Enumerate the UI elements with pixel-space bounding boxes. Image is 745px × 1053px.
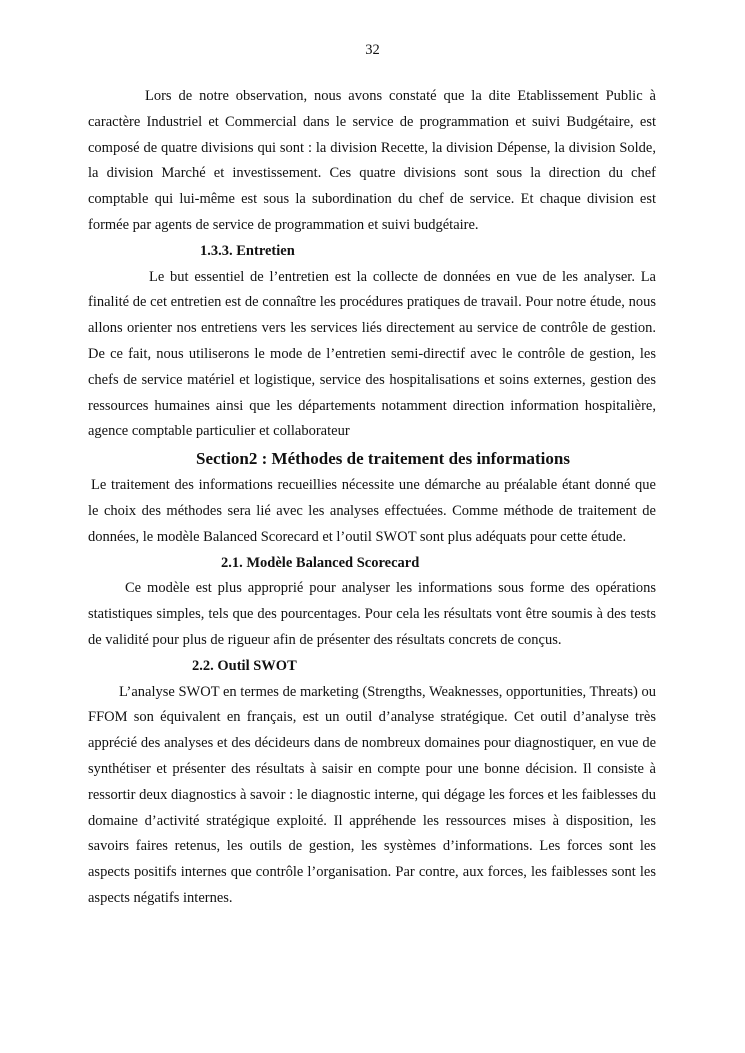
paragraph-traitement: Le traitement des informations recueillies nécessite une démarche au préalable étant donné que le choix des méthodes sera lié avec les analyses effectuées. Comme méthode de traitement de données, le modèle Balanced Scorecard et l’outil SWOT sont plus adéquats pour cette étude.	[88, 477, 656, 545]
heading-balanced-scorecard: 2.1. Modèle Balanced Scorecard	[221, 554, 420, 571]
page-number: 32	[365, 42, 380, 58]
paragraph-entretien: Le but essentiel de l’entretien est la collecte de données en vue de les analyser. La finalité de cet entretien est de connaître les procédures pratiques de travail. Pour notre étude, nous allons orienter nos entretiens vers les services liés directement au service de contrôle de gestion. De ce fait, nous utiliserons le mode de l’entretien semi-directif avec le contrôle de gestion, les chefs de service matériel et logistique, service des hospitalisations et soins externes, gestion des ressources humaines ainsi que les départements notamment direction information hospitalière, agence comptable particulier et collaborateur	[88, 268, 656, 440]
paragraph-observation: Lors de notre observation, nous avons constaté que la dite Etablissement Public à caractère Industriel et Commercial dans le service de programmation et suivi Budgétaire, est composé de quatre divisions qui sont : la division Recette, la division Dépense, la division Solde, la division Marché et investissement. Ces quatre divisions sont sous la direction du chef comptable qui lui-même est sous la subordination du chef de service. Et chaque division est formée par agents de service de programmation et suivi budgétaire.	[88, 88, 656, 233]
heading-entretien: 1.3.3. Entretien	[200, 242, 295, 259]
heading-swot: 2.2. Outil SWOT	[192, 657, 297, 674]
paragraph-swot: L’analyse SWOT en termes de marketing (Strengths, Weaknesses, opportunities, Threats) ou FFOM son équivalent en français, est un outil d’analyse stratégique. Cet outil d’analyse très apprécié des analyses et des décideurs dans de nombreux domaines pour diagnostiquer, en vue de synthétiser et présenter des résultats à saisir en compte pour une bonne décision. Il consiste à ressortir deux diagnostics à savoir : le diagnostic interne, qui dégage les forces et les faiblesses du domaine d’activité stratégique exploité. Il appréhende les ressources mises à disposition, les savoirs faires retenus, les outils de gestion, les systèmes d’informations. Les forces sont les aspects positifs internes que contrôle l’organisation. Par contre, aux forces, les faiblesses sont les aspects négatifs internes.	[88, 683, 656, 906]
document-body	[88, 84, 656, 912]
paragraph-balanced-scorecard: Ce modèle est plus approprié pour analyser les informations sous forme des opérations statistiques simples, tels que des pourcentages. Pour cela les résultats vont être soumis à des tests de validité pour plus de rigueur afin de présenter des résultats concrets de conçus.	[88, 580, 656, 648]
section-title: Section2 : Méthodes de traitement des informations	[196, 449, 570, 469]
